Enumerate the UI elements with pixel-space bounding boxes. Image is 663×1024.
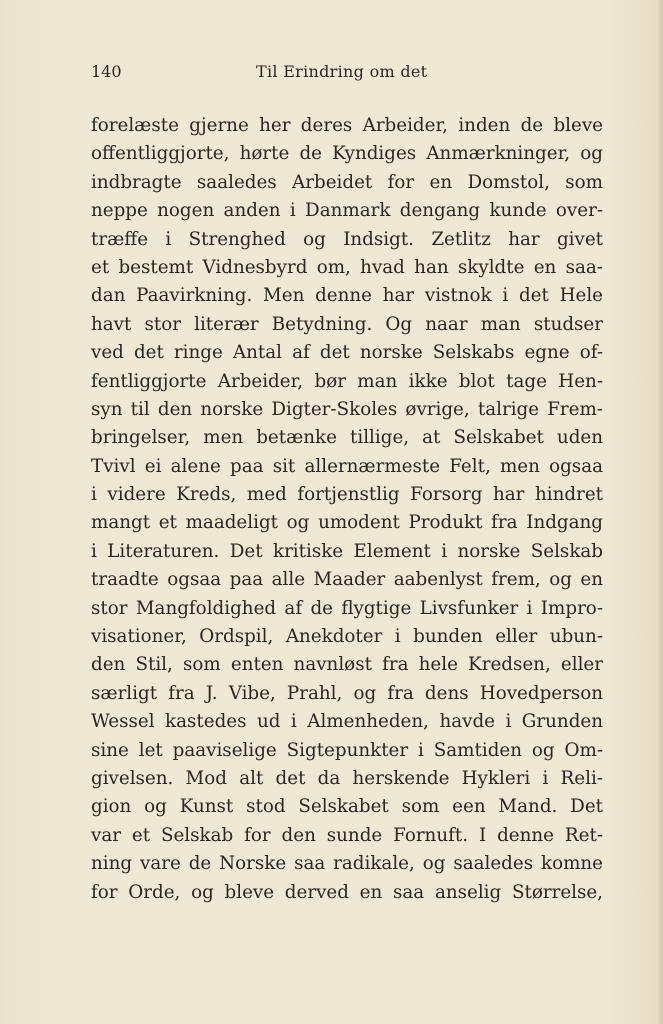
text-line: indbragte saaledes Arbeidet for en Domstol, som [91,171,603,193]
page-edge-shadow [657,0,663,1024]
text-line: sine let paaviselige Sigtepunkter i Samtiden og Om- [91,739,603,761]
text-line: neppe nogen anden i Danmark dengang kunde over- [91,200,603,222]
text-line: syn til den norske Digter-Skoles øvrige, talrige Frem- [91,398,603,420]
text-line: fentliggjorte Arbeider, bør man ikke blot tage Hen- [91,370,603,392]
text-line: visationer, Ordspil, Anekdoter i bunden eller ubun- [91,626,603,648]
text-line: særligt fra J. Vibe, Prahl, og fra dens Hovedperson [91,682,603,704]
page-header [91,62,613,86]
text-line: bringelser, men betænke tillige, at Selskabet uden [91,427,603,449]
text-line: offentliggjorte, hørte de Kyndiges Anmærkninger, og [91,143,603,165]
text-line: den Stil, som enten navnløst fra hele Kredsen, eller [91,654,603,676]
text-line: stor Mangfoldighed af de flygtige Livsfunker i Impro- [91,597,603,619]
text-line: Wessel kastedes ud i Almenheden, havde i Grunden [91,711,603,733]
running-head: Til Erindring om det [256,62,428,81]
text-line: gion og Kunst stod Selskabet som een Mand. Det [91,796,603,818]
text-line: Tvivl ei alene paa sit allernærmeste Felt, men ogsaa [91,455,603,477]
text-line: havt stor literær Betydning. Og naar man studser [91,313,603,335]
text-line: var et Selskab for den sunde Fornuft. I denne Ret- [91,824,603,846]
text-line: mangt et maadeligt og umodent Produkt fra Indgang [91,512,603,534]
text-line: i Literaturen. Det kritiske Element i norske Selskab [91,540,603,562]
text-line: ved det ringe Antal af det norske Selskabs egne of- [91,342,603,364]
text-line: ning vare de Norske saa radikale, og saaledes komne [91,853,603,875]
text-line: for Orde, og bleve derved en saa anselig Størrelse, [91,881,603,903]
text-line: et bestemt Vidnesbyrd om, hvad han skyldte en saa- [91,256,603,278]
text-line: træffe i Strenghed og Indsigt. Zetlitz har givet [91,228,603,250]
text-line: traadte ogsaa paa alle Maader aabenlyst frem, og en [91,569,603,591]
text-line: i videre Kreds, med fortjenstlig Forsorg har hindret [91,484,603,506]
text-line: dan Paavirkning. Men denne har vistnok i det Hele [91,285,603,307]
body-text [91,112,603,907]
text-line: givelsen. Mod alt det da herskende Hykleri i Reli- [91,767,603,789]
text-line: forelæste gjerne her deres Arbeider, inden de bleve [91,115,603,136]
page-number: 140 [91,62,122,81]
